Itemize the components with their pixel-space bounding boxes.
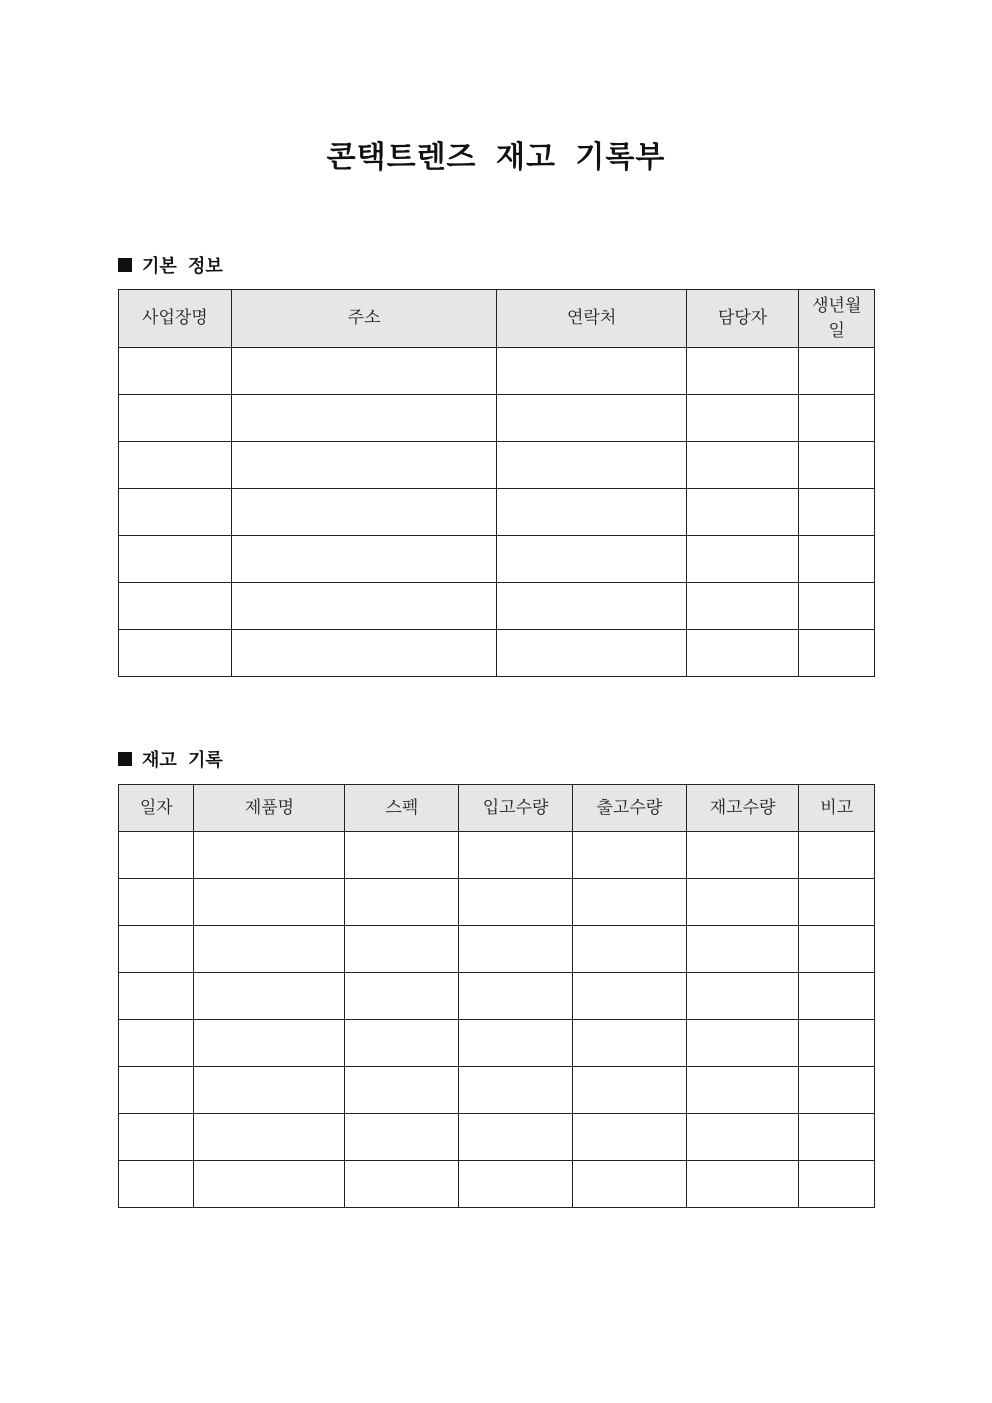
table-cell [686,630,799,677]
table-row [119,879,875,926]
table-cell [231,630,497,677]
column-header-remarks: 비고 [799,785,875,832]
table-row [119,489,875,536]
table-cell [799,832,875,879]
table-cell [686,879,799,926]
table-cell [799,1161,875,1208]
column-header-date: 일자 [119,785,194,832]
table-row [119,395,875,442]
table-cell [799,489,875,536]
table-cell [231,395,497,442]
table-cell [459,1161,573,1208]
table-cell [119,630,232,677]
page-title: 콘택트렌즈 재고 기록부 [326,140,666,175]
table-cell [345,1020,459,1067]
table-cell [799,879,875,926]
table-cell [497,536,686,583]
table-cell [345,973,459,1020]
basic-info-table [118,289,875,677]
table-cell [686,926,799,973]
table-cell [686,1020,799,1067]
table-cell [686,442,799,489]
table-cell [572,926,686,973]
table-cell [686,536,799,583]
column-header-birth-date: 생년월일 [799,290,875,348]
table-row [119,1020,875,1067]
table-cell [799,348,875,395]
table-cell [119,489,232,536]
table-cell [231,583,497,630]
table-cell [686,1161,799,1208]
table-row [119,1114,875,1161]
table-cell [686,395,799,442]
table-cell [799,583,875,630]
table-cell [119,973,194,1020]
table-cell [497,583,686,630]
table-cell [119,583,232,630]
table-cell [497,442,686,489]
section-heading-label: 재고 기록 [142,750,223,771]
black-square-icon [118,752,132,766]
table-cell [572,1067,686,1114]
table-cell [572,973,686,1020]
table-cell [799,442,875,489]
table-cell [119,1114,194,1161]
table-row [119,630,875,677]
table-cell [194,926,345,973]
table-cell [119,926,194,973]
table-cell [119,832,194,879]
table-cell [119,1161,194,1208]
table-cell [459,1067,573,1114]
table-cell [119,442,232,489]
table-cell [799,1114,875,1161]
table-cell [572,1114,686,1161]
table-cell [799,630,875,677]
table-cell [686,973,799,1020]
table-cell [194,1161,345,1208]
black-square-icon [118,258,132,272]
table-cell [459,1020,573,1067]
table-cell [497,489,686,536]
table-row [119,1067,875,1114]
section-heading-label: 기본 정보 [142,256,223,277]
table-cell [119,1020,194,1067]
table-cell [194,879,345,926]
table-cell [119,395,232,442]
table-header-row [119,785,875,832]
table-cell [345,1161,459,1208]
table-row [119,1161,875,1208]
table-cell [497,348,686,395]
table-cell [799,1067,875,1114]
stock-record-table [118,784,875,1208]
table-header-row [119,290,875,348]
table-cell [345,1067,459,1114]
table-row [119,442,875,489]
table-cell [345,1114,459,1161]
section-heading-basic-info [118,252,223,278]
table-cell [572,1020,686,1067]
table-row [119,583,875,630]
table-cell [799,536,875,583]
table-cell [119,348,232,395]
column-header-business-name: 사업장명 [119,290,232,348]
table-cell [799,926,875,973]
column-header-product-name: 제품명 [194,785,345,832]
table-row [119,926,875,973]
table-cell [345,926,459,973]
table-cell [345,879,459,926]
table-cell [497,630,686,677]
table-cell [686,1114,799,1161]
table-row [119,536,875,583]
table-cell [119,1067,194,1114]
column-header-stock-qty: 재고수량 [686,785,799,832]
table-cell [194,1114,345,1161]
table-cell [194,1067,345,1114]
table-cell [497,395,686,442]
table-cell [459,973,573,1020]
table-row [119,348,875,395]
section-heading-stock-record [118,746,223,772]
table-cell [231,536,497,583]
table-cell [799,973,875,1020]
table-row [119,832,875,879]
table-cell [345,832,459,879]
table-cell [572,879,686,926]
table-cell [686,832,799,879]
table-cell [459,832,573,879]
table-cell [194,1020,345,1067]
table-cell [459,879,573,926]
basic-info-table-body [119,348,875,677]
column-header-address: 주소 [231,290,497,348]
table-cell [572,1161,686,1208]
table-cell [686,583,799,630]
table-cell [799,395,875,442]
table-cell [119,879,194,926]
table-cell [686,489,799,536]
table-cell [231,442,497,489]
column-header-spec: 스펙 [345,785,459,832]
table-cell [231,348,497,395]
table-cell [686,1067,799,1114]
column-header-outbound-qty: 출고수량 [572,785,686,832]
table-cell [572,832,686,879]
stock-record-table-body [119,832,875,1208]
table-cell [686,348,799,395]
table-cell [459,926,573,973]
column-header-inbound-qty: 입고수량 [459,785,573,832]
column-header-contact: 연락처 [497,290,686,348]
table-cell [194,832,345,879]
table-row [119,973,875,1020]
table-cell [119,536,232,583]
table-cell [799,1020,875,1067]
table-cell [231,489,497,536]
table-cell [194,973,345,1020]
table-cell [459,1114,573,1161]
column-header-manager: 담당자 [686,290,799,348]
